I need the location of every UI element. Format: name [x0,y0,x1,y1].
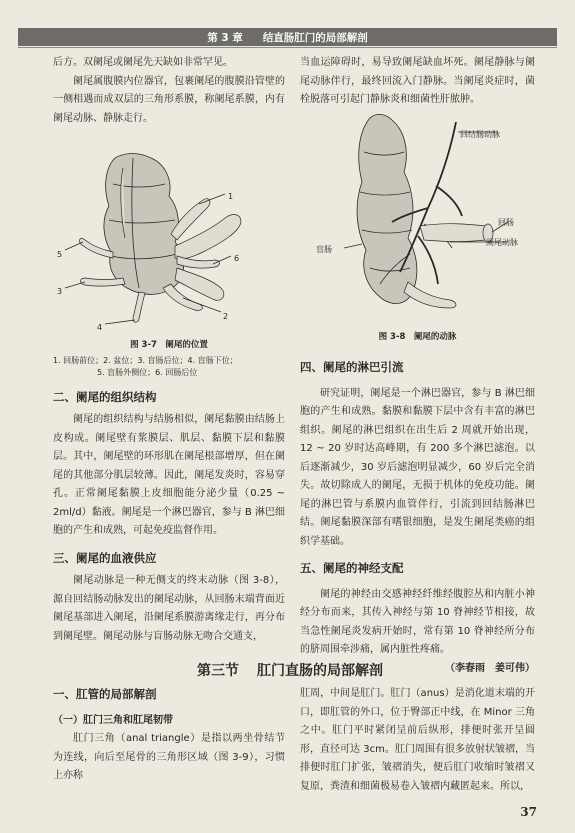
figure-label: 阑尾动脉 [486,237,518,247]
bottom-right-column [300,685,535,796]
section-title [120,660,460,680]
paragraph: 阑尾的神经由交感神经纤维经腹腔丛和内脏小神经分布而来，其传入神经与第 10 脊神经节相接，故当急性阑尾炎发病开始时，常有第 10 脊神经所分布的脐周围牵涉痛，属内脏性疼痛。 [300,588,535,655]
paragraph: 研究证明，阑尾是一个淋巴器官，参与 B 淋巴细胞的产生和成熟。黏膜和黏膜下层中含有丰富的淋巴组织。阑尾的淋巴组织在出生后 2 周就开始出现，12 ~ 20 岁时达高峰期，有 200 多个淋巴滤泡。以后逐渐减少，30 岁后滤泡明显减少，60 岁后完全消失。故切除成人的阑尾，无损于机体的免疫功能。阑尾的淋巴管与系膜内血管伴行，引流到回结肠淋巴结。阑尾黏膜深部有嗜银细胞，是发生阑尾类癌的组织学基础。 [300,387,535,547]
figure-caption: 图 3-8 阑尾的动脉 [378,331,457,342]
header-chapter: 第 3 章 [207,31,243,44]
section-heading: 五、阑尾的神经支配 [300,561,404,575]
figure-label: 回结肠动脉 [460,129,500,139]
section-heading: 一、肛管的局部解剖 [53,687,157,701]
section-name: 肛门直肠的局部解剖 [257,663,383,679]
paragraph: 后方。双阑尾或阑尾先天缺如非常罕见。 [53,57,233,68]
section-heading: 四、阑尾的淋巴引流 [300,360,404,374]
figure-label: 5 [57,250,63,259]
appendix-position-illustration [53,128,285,328]
section-heading: 三、阑尾的血液供应 [53,550,157,565]
left-column [53,54,285,646]
figure-label: 回肠 [498,217,514,227]
running-header [18,28,557,46]
figure-label: 盲肠 [316,244,332,254]
section-number: 第三节 [197,663,239,679]
figure-label: 2 [223,312,229,321]
figure-3-7 [53,128,285,336]
figure-label: 3 [57,287,63,296]
header-divider [18,47,557,48]
figure-label: 1 [228,192,234,201]
right-column [300,54,535,678]
figure-3-8 [300,110,535,328]
section-heading: 二、阑尾的组织结构 [53,389,157,404]
paragraph: 肛门三角（anal triangle）是指以两坐骨结节为连线，向后至尾骨的三角形区域（图 3-9），习惯上亦称 [53,733,285,781]
page-number: 37 [520,805,537,819]
header-title: 结直肠肛门的局部解剖 [262,31,368,44]
paragraph: 阑尾属腹膜内位器官，包裹阑尾的腹膜沿管壁的一侧相遇而成双层的三角形系膜，称阑尾系膜，内有阑尾动脉、静脉走行。 [53,75,285,124]
paragraph: 阑尾的组织结构与结肠相似，阑尾黏膜由结肠上皮构成。阑尾壁有浆膜层、肌层、黏膜下层和黏膜层。其中，阑尾壁的环形肌在阑尾根部增厚，但在阑尾的其他部分肌层较薄。因此，阑尾发炎时，容易穿孔。正常阑尾黏膜上皮细胞能分泌少量（0.25 ~ 2ml/d）黏液。阑尾是一个淋巴器官，参与 B 淋巴细胞的产生和成熟，可起免疫监督作用。 [53,414,285,536]
author-credit: （李春雨 姜可伟） [445,662,535,674]
paragraph: 当血运障碍时，易导致阑尾缺血坏死。阑尾静脉与阑尾动脉伴行，最终回流入门静脉。当阑尾炎症时，菌栓脱落可引起门静脉炎和细菌性肝脓肿。 [300,57,535,105]
legend-line: 1. 回肠前位；2. 盆位；3. 盲肠后位；4. 盲肠下位； [53,355,238,365]
figure-caption: 图 3-7 阑尾的位置 [130,340,208,350]
paragraph: 阑尾动脉是一种无侧支的终末动脉（图 3-8），源自回结肠动脉发出的阑尾动脉，从回肠末端背面近阑尾基部进入阑尾，沿阑尾系膜游离缘走行，再分布到阑尾壁。阑尾动脉与盲肠动脉无吻合交通支， [53,575,285,642]
paragraph: 肛周，中间是肛门。肛门（anus）是消化道末端的开口，即肛管的外口，位于臀部正中线，在 Minor 三角之中。肛门平时紧闭呈前后纵形，排便时张开呈圆形，直径可达 3cm。肛门周围有很多放射状皱褶，当排便时肛门扩张，皱褶消失，便后肛门收缩时皱褶又复原，粪渣和细菌极易卷入皱褶内藏匿起来。所以， [300,688,535,792]
figure-label: 6 [234,254,240,263]
subsection-heading: （一）肛门三角和肛尾韧带 [53,714,173,726]
figure-legend [53,355,285,380]
bottom-left-column [53,685,285,786]
legend-line: 5. 盲肠外侧位；6. 回肠后位 [97,368,198,377]
figure-label: 4 [97,323,103,332]
